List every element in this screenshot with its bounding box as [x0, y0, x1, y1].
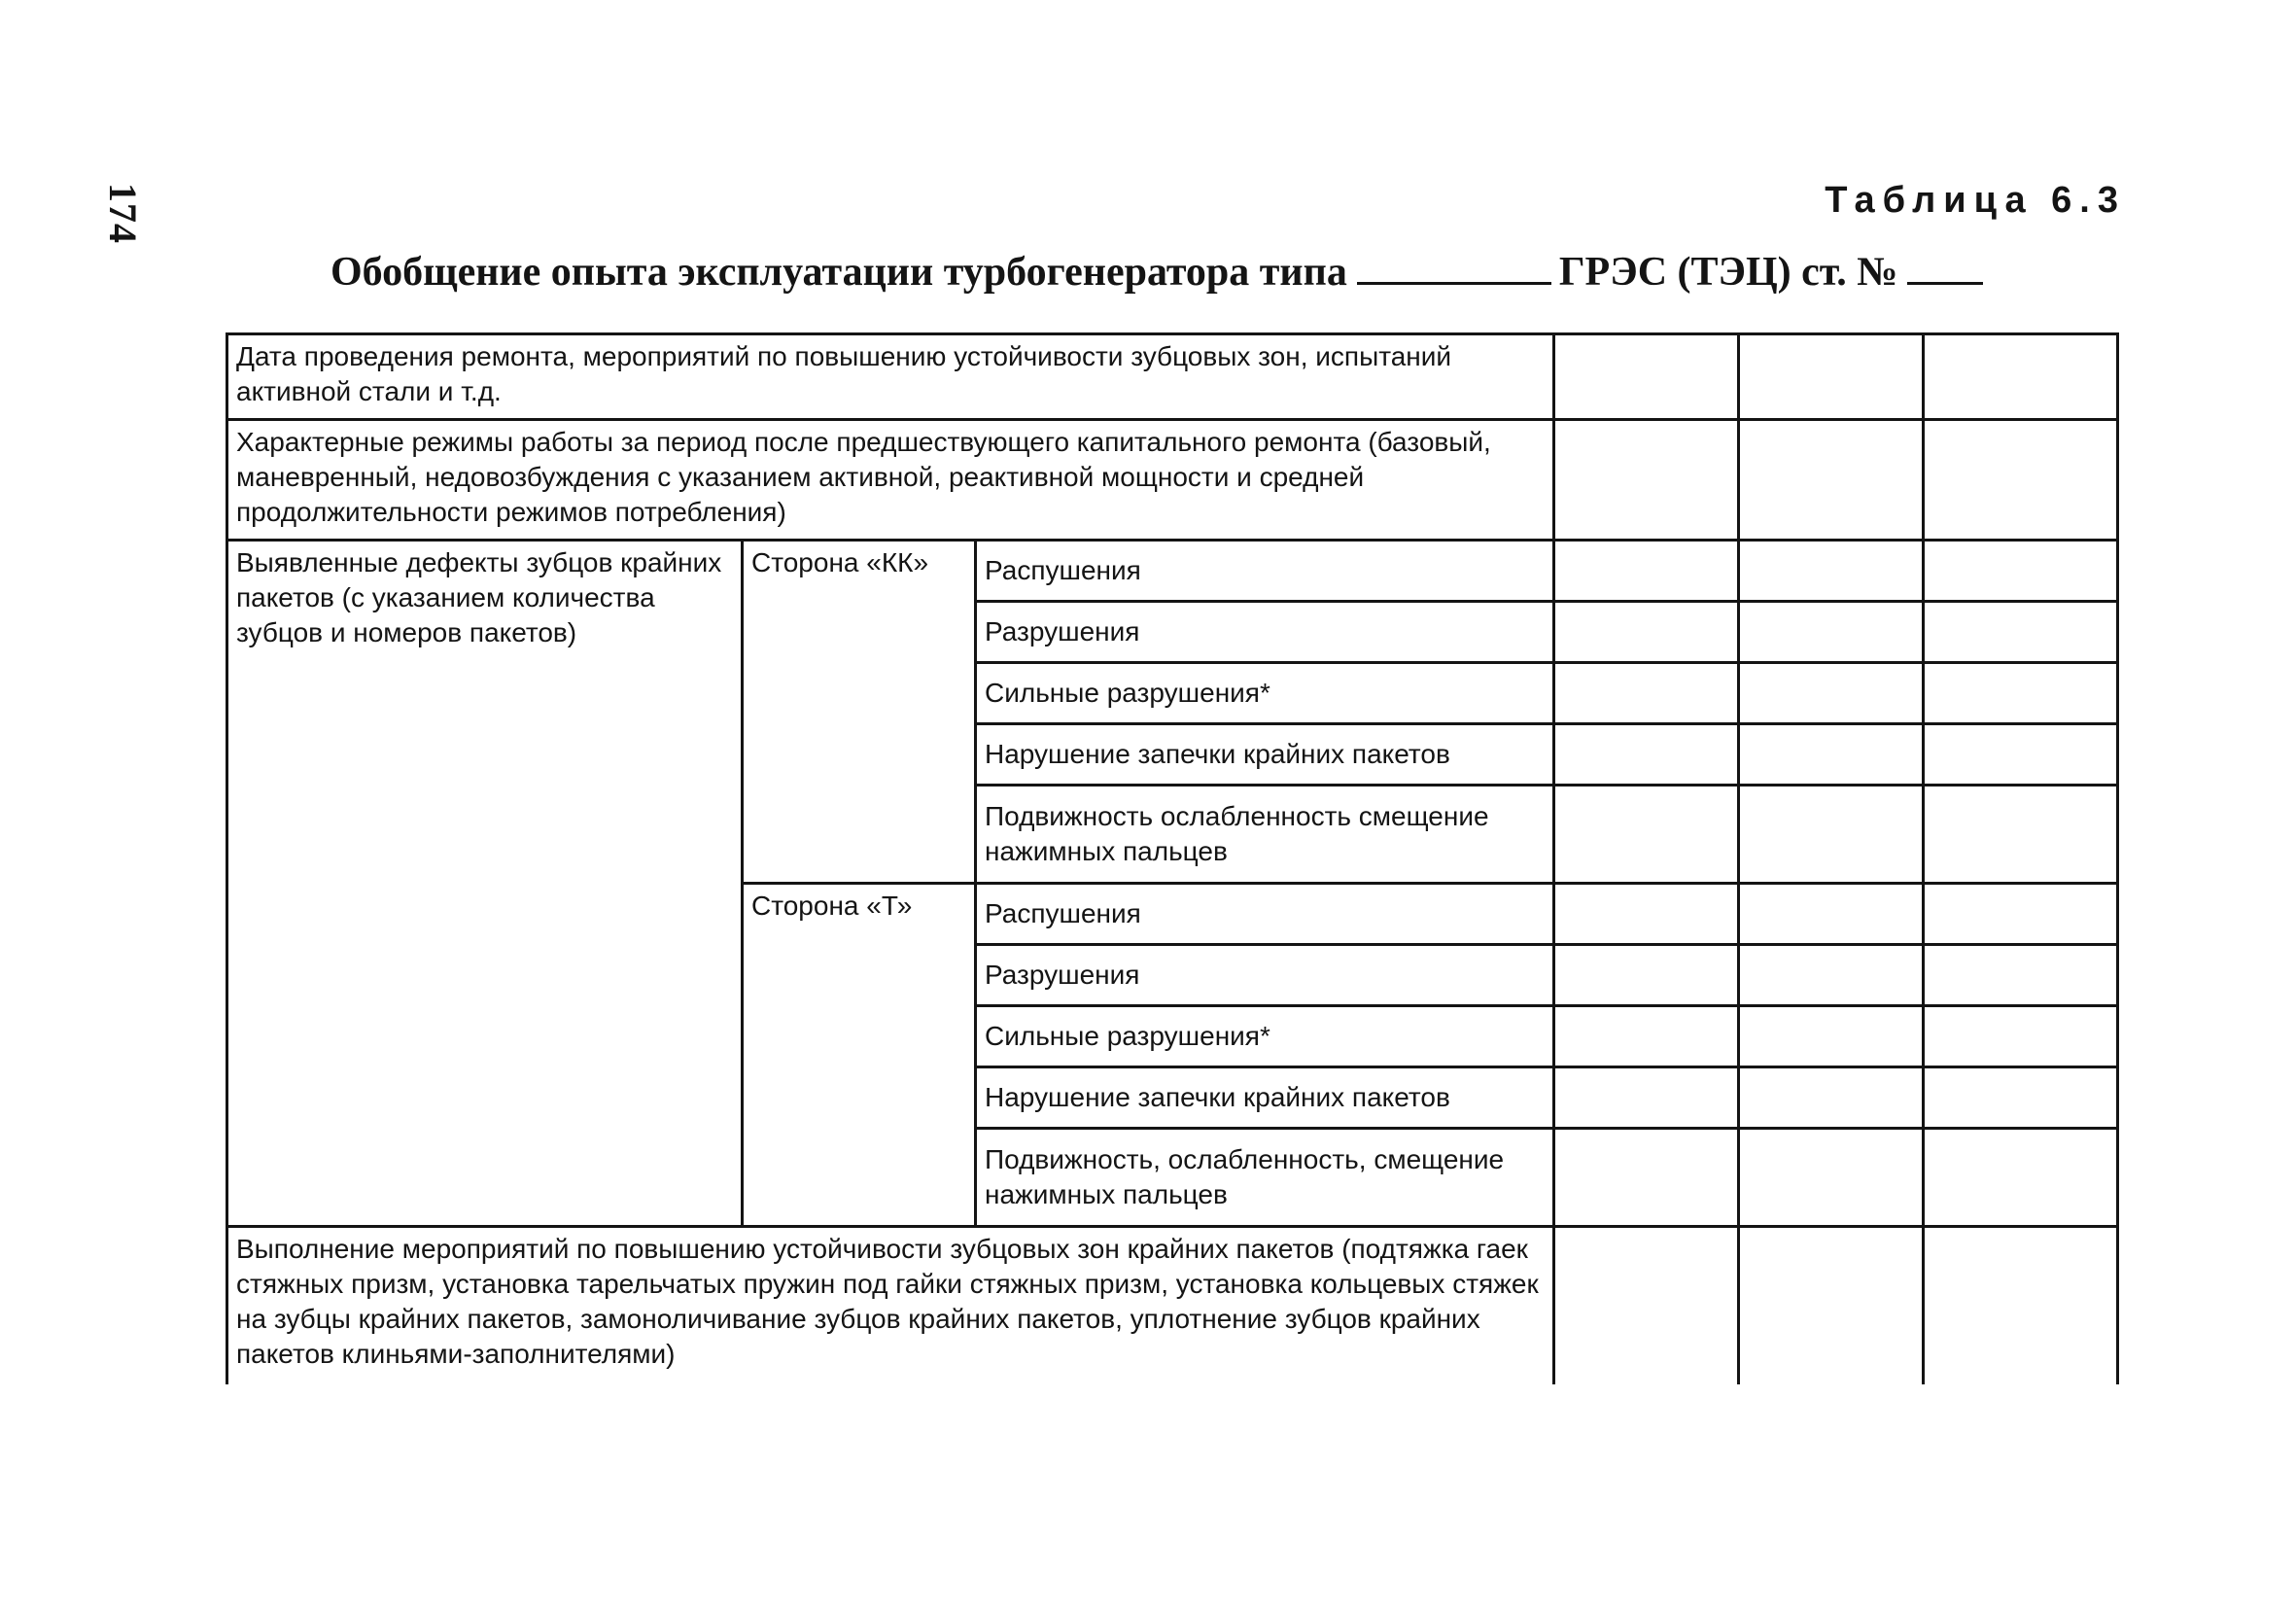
data-cell[interactable]: [1924, 724, 2118, 786]
turbogenerator-type-blank[interactable]: [1357, 253, 1551, 285]
data-cell[interactable]: [1739, 420, 1924, 541]
data-cell[interactable]: [1554, 786, 1739, 884]
side-kk-label: Сторона «КК»: [743, 541, 976, 884]
operating-modes-label: Характерные режимы работы за период после предшествующего капитального ремонта (базовый, маневренный, недовозбуждения с указанием активной, реактивной мощности и средней продолжительности режимов потребления): [227, 420, 1554, 541]
defect-item-label: Распушения: [976, 541, 1554, 602]
table-row: [227, 334, 2118, 420]
data-cell[interactable]: [1924, 786, 2118, 884]
page-number: 174: [101, 183, 145, 244]
data-cell[interactable]: [1739, 1067, 1924, 1129]
table-row: [227, 1227, 2118, 1384]
data-cell[interactable]: [1924, 945, 2118, 1006]
data-cell[interactable]: [1739, 1006, 1924, 1067]
data-cell[interactable]: [1739, 884, 1924, 945]
data-cell[interactable]: [1554, 1129, 1739, 1227]
data-cell[interactable]: [1554, 420, 1739, 541]
repair-date-label: Дата проведения ремонта, мероприятий по повышению устойчивости зубцовых зон, испытаний активной стали и т.д.: [227, 334, 1554, 420]
side-t-label: Сторона «Т»: [743, 884, 976, 1227]
data-cell[interactable]: [1924, 1067, 2118, 1129]
data-cell[interactable]: [1554, 602, 1739, 663]
data-cell[interactable]: [1554, 884, 1739, 945]
data-cell[interactable]: [1739, 724, 1924, 786]
data-cell[interactable]: [1924, 663, 2118, 724]
data-cell[interactable]: [1924, 541, 2118, 602]
data-cell[interactable]: [1739, 602, 1924, 663]
defect-item-label: Разрушения: [976, 945, 1554, 1006]
data-cell[interactable]: [1924, 1227, 2118, 1384]
data-cell[interactable]: [1554, 1006, 1739, 1067]
data-cell[interactable]: [1554, 334, 1739, 420]
defects-label: Выявленные дефекты зубцов крайних пакетов (с указанием количества зубцов и номеров пакетов): [227, 541, 743, 1227]
data-cell[interactable]: [1739, 786, 1924, 884]
data-cell[interactable]: [1924, 1129, 2118, 1227]
defect-item-label: Сильные разрушения*: [976, 663, 1554, 724]
table-label: Таблица 6.3: [1825, 180, 2126, 221]
data-cell[interactable]: [1554, 724, 1739, 786]
defect-item-label: Нарушение запечки крайних пакетов: [976, 1067, 1554, 1129]
defect-item-label: Подвижность ослабленность смещение нажимных пальцев: [976, 786, 1554, 884]
defect-item-label: Сильные разрушения*: [976, 1006, 1554, 1067]
data-cell[interactable]: [1739, 1129, 1924, 1227]
data-cell[interactable]: [1924, 1006, 2118, 1067]
title-text-part1: Обобщение опыта эксплуатации турбогенератора типа: [330, 250, 1347, 295]
data-cell[interactable]: [1739, 541, 1924, 602]
defect-item-label: Разрушения: [976, 602, 1554, 663]
defect-item-label: Распушения: [976, 884, 1554, 945]
station-number-blank[interactable]: [1907, 253, 1983, 285]
data-cell[interactable]: [1554, 945, 1739, 1006]
data-cell[interactable]: [1924, 420, 2118, 541]
data-cell[interactable]: [1924, 884, 2118, 945]
data-cell[interactable]: [1739, 945, 1924, 1006]
data-cell[interactable]: [1924, 602, 2118, 663]
data-cell[interactable]: [1924, 334, 2118, 420]
defect-item-label: Подвижность, ослабленность, смещение нажимных пальцев: [976, 1129, 1554, 1227]
data-cell[interactable]: [1554, 1227, 1739, 1384]
data-cell[interactable]: [1739, 334, 1924, 420]
defect-item-label: Нарушение запечки крайних пакетов: [976, 724, 1554, 786]
table-row: [227, 541, 2118, 602]
table-row: [227, 420, 2118, 541]
data-cell[interactable]: [1554, 541, 1739, 602]
experience-summary-table: [226, 332, 2119, 1384]
data-cell[interactable]: [1554, 1067, 1739, 1129]
data-cell[interactable]: [1739, 1227, 1924, 1384]
table-title: [330, 249, 1983, 296]
title-text-part2: ГРЭС (ТЭЦ) ст. №: [1558, 250, 1898, 295]
data-cell[interactable]: [1739, 663, 1924, 724]
data-cell[interactable]: [1554, 663, 1739, 724]
measures-label: Выполнение мероприятий по повышению устойчивости зубцовых зон крайних пакетов (подтяжка гаек стяжных призм, установка тарельчатых пружин под гайки стяжных призм, установка кольцевых стяжек на зубцы крайних пакетов, замоноличивание зубцов крайних пакетов, уплотнение зубцов крайних пакетов клиньями-заполнителями): [227, 1227, 1554, 1384]
